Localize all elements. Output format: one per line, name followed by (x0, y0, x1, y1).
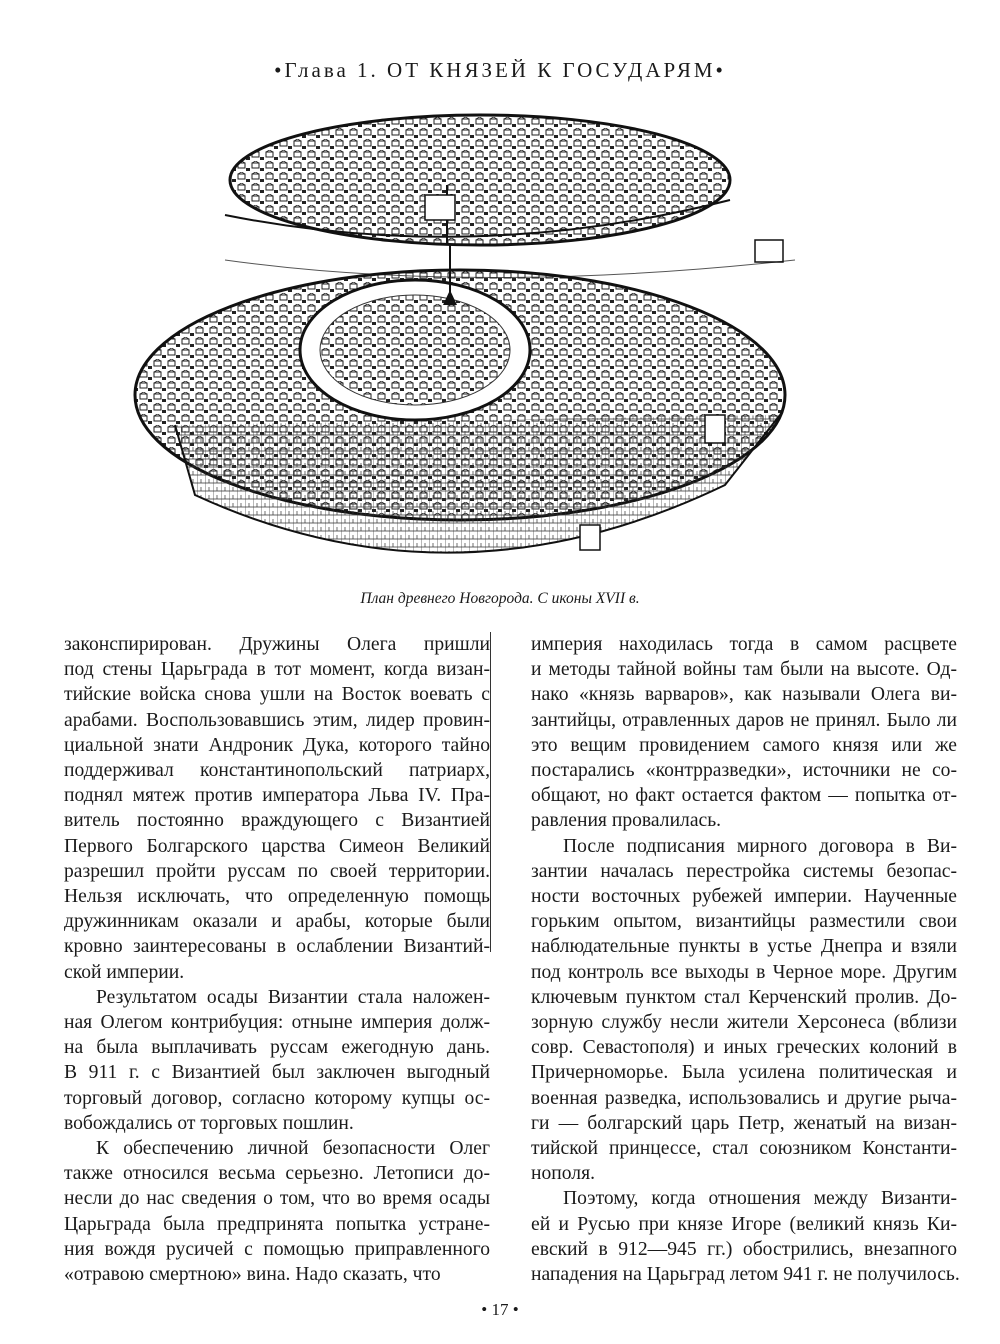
text-line: совр. Севастополя) и иных греческих колоний в (531, 1037, 957, 1059)
left-column (64, 632, 490, 1287)
text-line: также относился весьма серьезно. Летописи до- (64, 1163, 490, 1185)
text-line: ги — болгарский царь Петр, женатый на визан- (531, 1112, 957, 1134)
text-line: арабами. Воспользовавшись этим, лидер провин- (64, 709, 490, 731)
text-line: тийской принцессе, стал союзником Константи- (531, 1138, 957, 1160)
paragraph (531, 632, 957, 834)
text-line: зантийцы, отравленных даров не принял. Было ли (531, 709, 957, 731)
text-line: После подписания мирного договора в Ви- (563, 835, 957, 857)
text-line: ей и Русью при князе Игоре (великий князь Ки- (531, 1213, 957, 1235)
right-column (531, 632, 960, 1287)
text-line: равления провалилась. (531, 810, 722, 832)
paragraph (531, 834, 957, 1187)
novgorod-plan-illustration (125, 95, 805, 585)
text-line: разрешил пройти руссам по своей территории. (64, 860, 490, 882)
text-line: законспирирован. Дружины Олега пришли (64, 634, 490, 655)
text-line: евский в 912—945 гг.) обострились, внезапного (531, 1238, 957, 1260)
column-divider (490, 632, 491, 952)
text-line: под контроль все выходы в Черное море. Другим (531, 961, 957, 983)
text-line: кровно заинтересованы в ослаблении Византий- (64, 936, 490, 958)
text-line: тийские войска снова ушли на Восток воевать с (64, 684, 490, 706)
text-line: торговый договор, согласно которому купцы ос- (64, 1087, 490, 1109)
text-line: под стены Царьграда в тот момент, когда визан- (64, 659, 490, 681)
text-line: Нельзя исключать, что определенную помощь (64, 886, 490, 908)
running-header: •Глава 1. ОТ КНЯЗЕЙ К ГОСУДАРЯМ• (274, 58, 726, 82)
figure-caption: План древнего Новгорода. С иконы XVII в. (360, 590, 640, 607)
page-number: • 17 • (481, 1300, 519, 1319)
text-line: ключевым пунктом стал Керченский пролив. До- (531, 986, 957, 1008)
text-line: Первого Болгарского царства Симеон Великий (64, 835, 490, 857)
paragraph (64, 985, 490, 1136)
text-line: поднял мятеж против императора Льва IV. Пра- (64, 785, 490, 807)
text-line: Причерноморье. Была усилена политическая и (531, 1062, 957, 1084)
text-line: вобождались от торговых пошлин. (64, 1112, 354, 1134)
text-line: и методы тайной войны там были на высоте. Од- (531, 659, 957, 681)
text-line: Царьграда была предпринята попытка устране- (64, 1213, 490, 1235)
text-line: нако «князь варваров», как называли Олега ви- (531, 684, 957, 706)
text-line: зорную службу несли жители Херсонеса (вблизи (531, 1012, 957, 1034)
text-line: империя находилась тогда в самом расцвете (531, 634, 957, 655)
text-line: постарались «контрразведки», источники не со- (531, 760, 957, 782)
text-line: Результатом осады Византии стала наложен- (96, 986, 490, 1008)
text-line: нападения на Царьград летом 941 г. не получилось. (531, 1264, 960, 1286)
text-line: ния вождя русичей с помощью приправленного (64, 1238, 490, 1260)
text-line: дружинникам оказали и арабы, которые были (64, 911, 490, 933)
paragraph (64, 632, 490, 985)
text-line: циальной знати Андроник Дука, которого тайно (64, 734, 490, 756)
text-line: зантии началась перестройка системы безопас- (531, 860, 957, 882)
text-line: В 911 г. с Византией был заключен выгодный (64, 1062, 490, 1084)
text-line: наблюдательные пункты в устье Днепра и взяли (531, 936, 957, 958)
text-line: Поэтому, когда отношения между Византи- (563, 1188, 957, 1210)
paragraph (64, 1136, 490, 1287)
text-line: ности восточных рубежей империи. Наученные (531, 886, 957, 908)
text-line: это вещим провидением самого князя или же (531, 734, 957, 756)
text-line: К обеспечению личной безопасности Олег (96, 1138, 490, 1160)
text-line: несли до нас сведения о том, что во время осады (64, 1188, 490, 1210)
text-line: ской империи. (64, 961, 185, 983)
text-line: ная Олегом контрибуция: отныне империя долж- (64, 1012, 490, 1034)
paragraph (531, 1186, 960, 1287)
text-line: «отравою смертною» вина. Надо сказать, что (64, 1264, 441, 1286)
text-line: на была выплачивать руссам ежегодную дань. (64, 1037, 490, 1059)
text-line: общают, но факт остается фактом — попытка от- (531, 785, 957, 807)
text-line: горьким опытом, византийцы разместили свои (531, 911, 957, 933)
text-line: витель постоянно враждующего с Византией (64, 810, 490, 832)
text-line: нополя. (531, 1163, 595, 1185)
text-line: поддерживал константинопольский патриарх, (64, 760, 490, 782)
text-line: военная разведка, использовались и другие рыча- (531, 1087, 957, 1109)
